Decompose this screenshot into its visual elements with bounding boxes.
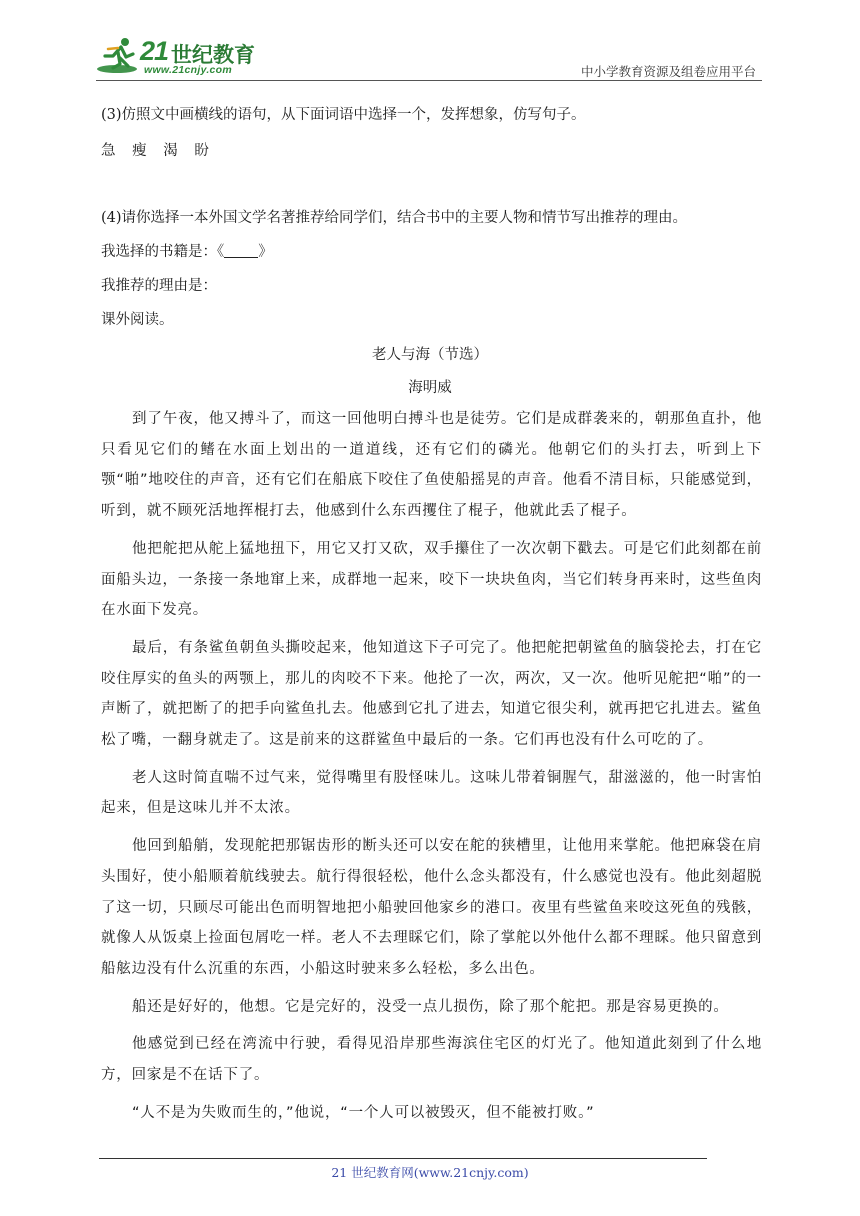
reason-label: 我推荐的理由是： (101, 278, 217, 294)
article-author: 海明威 (408, 380, 452, 396)
article-paragraph: 到了午夜，他又搏斗了，而这一回他明白搏斗也是徒劳。它们是成群袭来的，朝那鱼直扑，他只看见它们的鳍在水面上划出的一道道线，还有它们的磷光。他朝它们的头打去，听到上下颚“啪”地咬住的声音，还有它们在船底下咬住了鱼使船摇晃的声音。他看不清目标，只能感觉到，听到，就不顾死活地挥棍打去，他感到什么东西攫住了棍子，他就此丢了棍子。 (101, 411, 762, 520)
question-3-prompt: (3)仿照文中画横线的语句，从下面词语中选择一个，发挥想象，仿写句子。 (101, 107, 586, 123)
platform-name: 中小学教育资源及组卷应用平台 (580, 64, 756, 79)
header-divider (96, 80, 762, 81)
footer-link[interactable]: 21 世纪教育网(www.21cnjy.com) (331, 1165, 529, 1180)
book-choice-close: 》 (258, 244, 273, 260)
logo-url: www.21cnjy.com (144, 64, 233, 76)
site-logo[interactable] (96, 34, 266, 78)
article-paragraph: 他回到船艄，发现舵把那锯齿形的断头还可以安在舵的狭槽里，让他用来掌舵。他把麻袋在肩头围好，使小船顺着航线驶去。航行得很轻松，他什么念头都没有，什么感觉也没有。他此刻超脱了这一切，只顾尽可能出色而明智地把小船驶回他家乡的港口。夜里有些鲨鱼来咬这死鱼的残骸，就像人从饭桌上捡面包屑吃一样。老人不去理睬它们，除了掌舵以外他什么都不理睬。他只留意到船舷边没有什么沉重的东西，小船这时驶来多么轻松，多么出色。 (101, 838, 762, 977)
article-paragraph: 老人这时简直喘不过气来，觉得嘴里有股怪味儿。这味儿带着铜腥气，甜滋滋的，他一时害怕起来，但是这味儿并不太浓。 (101, 769, 762, 817)
article-paragraph: 他感觉到已经在湾流中行驶，看得见沿岸那些海滨住宅区的灯光了。他知道此刻到了什么地方，回家是不在话下了。 (101, 1036, 762, 1084)
book-answer-blank[interactable] (224, 243, 258, 258)
article-paragraph: “人不是为失败而生的，”他说，“一个人可以被毁灭，但不能被打败。” (132, 1104, 595, 1121)
article-paragraph: 船还是好好的，他想。它是完好的，没受一点儿损伤，除了那个舵把。那是容易更换的。 (132, 998, 729, 1015)
article-paragraph: 他把舵把从舵上猛地扭下，用它又打又砍，双手攥住了一次次朝下戳去。可是它们此刻都在前面船头边，一条接一条地窜上来，成群地一起来，咬下一块块鱼肉，当它们转身再来时，这些鱼肉在水面下发亮。 (101, 540, 762, 619)
article-title: 老人与海（节选） (372, 347, 488, 363)
footer-divider (99, 1158, 707, 1159)
article-paragraph: 最后，有条鲨鱼朝鱼头撕咬起来，他知道这下子可完了。他把舵把朝鲨鱼的脑袋抡去，打在它咬住厚实的鱼头的两颚上，那儿的肉咬不下来。他抡了一次，两次，又一次。他听见舵把“啪”的一声断了，就把断了的把手向鲨鱼扎去。他感到它扎了进去，知道它很尖利，就再把它扎进去。鲨鱼松了嘴，一翻身就走了。这是前来的这群鲨鱼中最后的一条。它们再也没有什么可吃的了。 (101, 639, 762, 749)
logo-number: 21 (140, 36, 169, 66)
article-body (101, 404, 762, 1128)
runner-logo-icon (96, 36, 140, 76)
page-header (96, 34, 760, 82)
book-choice-label: 我选择的书籍是：《 (101, 244, 225, 260)
question-3-words: 急 瘦 渴 盼 (101, 143, 215, 159)
logo-text: 世纪教育 (171, 43, 255, 67)
extra-reading-label: 课外阅读。 (101, 312, 174, 328)
book-choice-line (101, 242, 273, 262)
question-4-prompt: (4)请你选择一本外国文学名著推荐给同学们，结合书中的主要人物和情节写出推荐的理由。 (101, 210, 688, 226)
